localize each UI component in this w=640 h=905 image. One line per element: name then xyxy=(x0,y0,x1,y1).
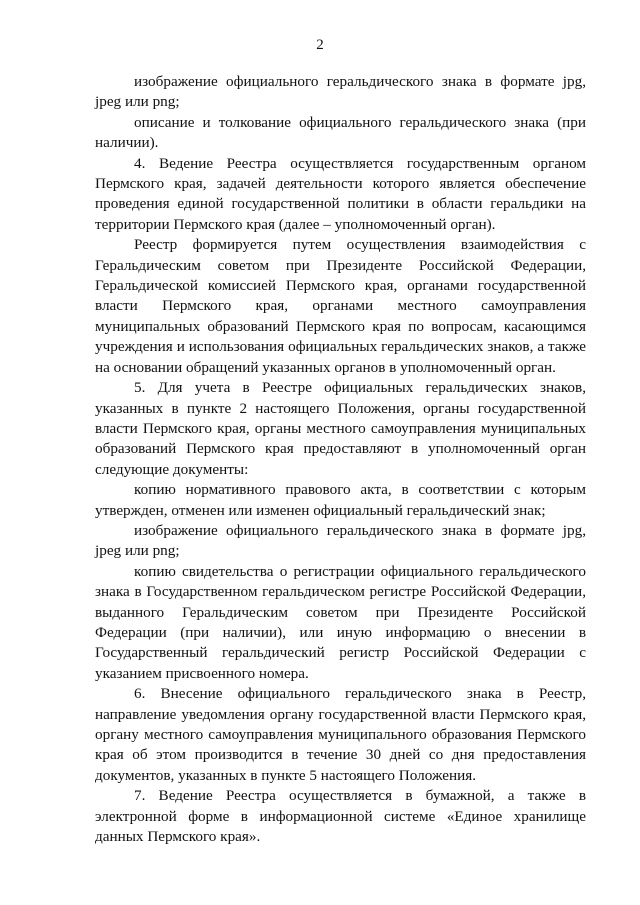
paragraph-description: описание и толкование официального геральдического знака (при наличии). xyxy=(95,113,586,152)
paragraph-item-4: 4. Ведение Реестра осуществляется государственным органом Пермского края, задачей деятельности которого является обеспечение проведения единой государственной политики в области геральдики на территории Пермского края (далее – уполномоченный орган). xyxy=(95,154,586,233)
page-number: 2 xyxy=(316,37,324,53)
paragraph-item-6: 6. Внесение официального геральдического знака в Реестр, направление уведомления органу государственной власти Пермского края, органу местного самоуправления муниципального образования Пермского края об этом производится в течение 30 дней со дня предоставления документов, указанных в пункте 5 настоящего Положения. xyxy=(95,685,586,784)
paragraph-item-7: 7. Ведение Реестра осуществляется в бумажной, а также в электронной форме в информационной системе «Единое хранилище данных Пермского края». xyxy=(95,787,586,846)
paragraph-normative-act-copy: копию нормативного правового акта, в соответствии с которым утвержден, отменен или изменен официальный геральдический знак; xyxy=(95,481,586,519)
paragraph-image-format: изображение официального геральдического знака в формате jpg, jpeg или png; xyxy=(95,73,586,111)
paragraph-item-5: 5. Для учета в Реестре официальных геральдических знаков, указанных в пункте 2 настоящего Положения, органы государственной власти Пермского края, органы местного самоуправления муниципальных образований Пермского края предоставляют в уполномоченный орган следующие документы: xyxy=(95,379,586,478)
paragraph-certificate-copy: копию свидетельства о регистрации официального геральдического знака в Государственном геральдическом регистре Российской Федерации, выданного Геральдическим советом при Президенте Российской Федерации (при наличии), или иную информацию о внесении в Государственный геральдический регистр Российской Федерации с указанием присвоенного номера. xyxy=(95,562,586,682)
paragraph-image-format-2: изображение официального геральдического знака в формате jpg, jpeg или png; xyxy=(95,521,586,560)
document-body xyxy=(95,72,586,847)
paragraph-registry-formation: Реестр формируется путем осуществления взаимодействия с Геральдическим советом при Президенте Российской Федерации, Геральдической комиссией Пермского края, органами государственной власти Пермского края, органами местного самоуправления муниципальных образований Пермского края по вопросам, касающимся учреждения и использования официальных геральдических знаков, а также на основании обращений указанных органов в уполномоченный орган. xyxy=(95,236,586,376)
